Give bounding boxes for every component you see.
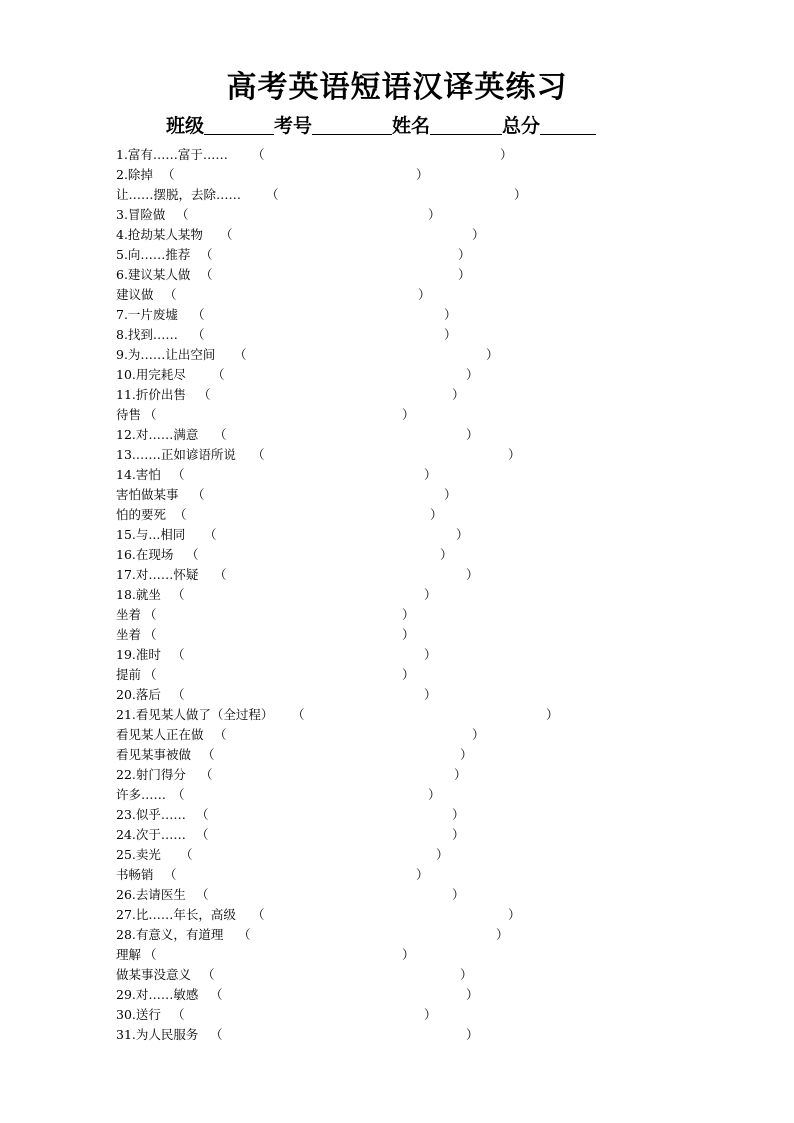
answer-close-paren: ） <box>452 887 465 902</box>
answer-close-paren: ） <box>444 487 457 502</box>
exercise-item <box>116 965 756 985</box>
answer-close-paren: ） <box>508 907 521 922</box>
exercise-item <box>116 285 756 305</box>
answer-open-paren: （ <box>176 207 189 222</box>
answer-close-paren: ） <box>452 807 465 822</box>
exercise-prompt: 2.除掉 <box>116 167 153 182</box>
answer-open-paren: （ <box>180 847 193 862</box>
exercise-item <box>116 685 756 705</box>
answer-open-paren: （ <box>172 687 185 702</box>
exercise-prompt: 22.射门得分 <box>116 767 186 782</box>
answer-close-paren: ） <box>402 407 415 422</box>
exam-number-label: 考号 <box>274 115 313 137</box>
exercise-item <box>116 985 756 1005</box>
answer-close-paren: ） <box>428 207 441 222</box>
answer-open-paren: （ <box>212 367 225 382</box>
exercise-prompt: 20.落后 <box>116 687 161 702</box>
exercise-item <box>116 945 756 965</box>
exercise-prompt: 23.似乎…… <box>116 807 186 822</box>
exercise-prompt: 许多…… <box>116 787 167 802</box>
exercise-item <box>116 545 756 565</box>
exercise-item <box>116 325 756 345</box>
class-label: 班级 <box>166 115 205 137</box>
name-blank <box>430 115 502 135</box>
exercise-prompt: 27.比……年长，高级 <box>116 907 236 922</box>
exercise-prompt: 17.对……怀疑 <box>116 567 199 582</box>
answer-close-paren: ） <box>508 447 521 462</box>
answer-close-paren: ） <box>454 767 467 782</box>
answer-close-paren: ） <box>402 607 415 622</box>
exercise-prompt: 看见某事被做 <box>116 747 192 762</box>
exercise-prompt: 3.冒险做 <box>116 207 166 222</box>
exercise-prompt: 29.对……敏感 <box>116 987 199 1002</box>
answer-open-paren: （ <box>164 287 177 302</box>
exercise-item <box>116 265 756 285</box>
answer-open-paren: （ <box>196 807 209 822</box>
exercise-item <box>116 445 756 465</box>
exercise-item <box>116 525 756 545</box>
answer-open-paren: （ <box>214 427 227 442</box>
answer-open-paren: （ <box>162 167 175 182</box>
answer-open-paren: （ <box>172 587 185 602</box>
answer-open-paren: （ <box>238 927 251 942</box>
exercise-item <box>116 565 756 585</box>
answer-close-paren: ） <box>460 967 473 982</box>
exercise-prompt: 6.建议某人做 <box>116 267 191 282</box>
answer-open-paren: （ <box>292 707 305 722</box>
exercise-prompt: 14.害怕 <box>116 467 161 482</box>
exercise-item <box>116 725 756 745</box>
answer-open-paren: （ <box>186 547 199 562</box>
exercise-prompt: 25.卖光 <box>116 847 161 862</box>
exercise-prompt: 7.一片废墟 <box>116 307 178 322</box>
answer-close-paren: ） <box>546 707 559 722</box>
exercise-item <box>116 165 756 185</box>
exercise-item <box>116 225 756 245</box>
exercise-prompt: 16.在现场 <box>116 547 174 562</box>
exercise-item <box>116 245 756 265</box>
answer-open-paren: （ <box>204 527 217 542</box>
answer-close-paren: ） <box>466 567 479 582</box>
answer-close-paren: ） <box>466 1027 479 1042</box>
exam-number-blank <box>312 115 392 135</box>
answer-close-paren: ） <box>458 267 471 282</box>
answer-close-paren: ） <box>430 507 443 522</box>
answer-close-paren: ） <box>444 327 457 342</box>
exercise-item <box>116 625 756 645</box>
name-label: 姓名 <box>392 115 431 137</box>
answer-open-paren: （ <box>172 467 185 482</box>
exercise-item <box>116 505 756 525</box>
answer-open-paren: （ <box>210 987 223 1002</box>
answer-close-paren: ） <box>452 827 465 842</box>
exercise-prompt: 19.准时 <box>116 647 161 662</box>
exercise-item <box>116 205 756 225</box>
exercise-prompt: 让……摆脱，去除…… <box>116 187 242 202</box>
exercise-prompt: 坐着 <box>116 627 142 642</box>
answer-open-paren: （ <box>252 907 265 922</box>
exercise-item <box>116 465 756 485</box>
exercise-item <box>116 425 756 445</box>
answer-open-paren: （ <box>214 727 227 742</box>
answer-close-paren: ） <box>424 647 437 662</box>
answer-open-paren: （ <box>144 947 157 962</box>
total-score-blank <box>540 115 596 135</box>
answer-open-paren: （ <box>192 307 205 322</box>
answer-open-paren: （ <box>174 507 187 522</box>
exercise-item <box>116 185 756 205</box>
answer-close-paren: ） <box>436 847 449 862</box>
exercise-prompt: 21.看见某人做了（全过程） <box>116 707 274 722</box>
answer-open-paren: （ <box>192 487 205 502</box>
answer-open-paren: （ <box>234 347 247 362</box>
exercise-item <box>116 705 756 725</box>
answer-close-paren: ） <box>452 387 465 402</box>
answer-open-paren: （ <box>252 447 265 462</box>
answer-open-paren: （ <box>196 887 209 902</box>
exercise-prompt: 5.向……推荐 <box>116 247 191 262</box>
exercise-item <box>116 405 756 425</box>
answer-open-paren: （ <box>210 1027 223 1042</box>
answer-open-paren: （ <box>214 567 227 582</box>
exercise-prompt: 13.……正如谚语所说 <box>116 447 236 462</box>
answer-open-paren: （ <box>144 607 157 622</box>
exercise-prompt: 做某事没意义 <box>116 967 192 982</box>
answer-open-paren: （ <box>200 267 213 282</box>
exercise-prompt: 9.为……让出空间 <box>116 347 216 362</box>
answer-open-paren: （ <box>144 627 157 642</box>
answer-close-paren: ） <box>424 687 437 702</box>
exercise-prompt: 26.去请医生 <box>116 887 186 902</box>
exercise-item <box>116 365 756 385</box>
answer-close-paren: ） <box>402 627 415 642</box>
answer-close-paren: ） <box>416 867 429 882</box>
exercise-item <box>116 925 756 945</box>
answer-open-paren: （ <box>172 787 185 802</box>
answer-close-paren: ） <box>466 987 479 1002</box>
answer-close-paren: ） <box>416 167 429 182</box>
exercise-prompt: 理解 <box>116 947 142 962</box>
answer-close-paren: ） <box>440 547 453 562</box>
answer-open-paren: （ <box>144 407 157 422</box>
answer-open-paren: （ <box>172 647 185 662</box>
exercise-item <box>116 305 756 325</box>
exercise-item <box>116 605 756 625</box>
answer-open-paren: （ <box>220 227 233 242</box>
exercise-prompt: 提前 <box>116 667 142 682</box>
exercise-item <box>116 825 756 845</box>
answer-close-paren: ） <box>514 187 527 202</box>
exercise-prompt: 11.折价出售 <box>116 387 186 402</box>
answer-open-paren: （ <box>198 387 211 402</box>
exercise-item <box>116 585 756 605</box>
answer-close-paren: ） <box>428 787 441 802</box>
answer-open-paren: （ <box>266 187 279 202</box>
answer-close-paren: ） <box>402 947 415 962</box>
answer-close-paren: ） <box>402 667 415 682</box>
exercise-item <box>116 785 756 805</box>
exercise-prompt: 31.为人民服务 <box>116 1027 199 1042</box>
exercise-prompt: 待售 <box>116 407 142 422</box>
page-title: 高考英语短语汉译英练习 <box>226 70 568 105</box>
exercise-item <box>116 1005 756 1025</box>
exercise-prompt: 30.送行 <box>116 1007 161 1022</box>
answer-open-paren: （ <box>192 327 205 342</box>
answer-close-paren: ） <box>458 247 471 262</box>
answer-open-paren: （ <box>196 827 209 842</box>
exercise-prompt: 18.就坐 <box>116 587 161 602</box>
exercise-item <box>116 385 756 405</box>
answer-close-paren: ） <box>496 927 509 942</box>
exercise-prompt: 害怕做某事 <box>116 487 179 502</box>
exercise-prompt: 坐着 <box>116 607 142 622</box>
exercise-item <box>116 765 756 785</box>
answer-close-paren: ） <box>418 287 431 302</box>
exercise-prompt: 15.与...相同 <box>116 527 186 542</box>
answer-close-paren: ） <box>444 307 457 322</box>
answer-open-paren: （ <box>202 967 215 982</box>
exercise-item <box>116 865 756 885</box>
answer-close-paren: ） <box>424 467 437 482</box>
answer-close-paren: ） <box>424 1007 437 1022</box>
exercise-item <box>116 745 756 765</box>
answer-open-paren: （ <box>202 747 215 762</box>
exercise-item <box>116 905 756 925</box>
student-info-line <box>166 111 596 138</box>
answer-open-paren: （ <box>252 147 265 162</box>
answer-close-paren: ） <box>460 747 473 762</box>
exercise-item <box>116 145 756 165</box>
exercise-prompt: 4.抢劫某人某物 <box>116 227 203 242</box>
answer-close-paren: ） <box>472 227 485 242</box>
exercise-item <box>116 645 756 665</box>
exercise-item <box>116 665 756 685</box>
exercise-prompt: 24.次于…… <box>116 827 186 842</box>
answer-close-paren: ） <box>456 527 469 542</box>
answer-open-paren: （ <box>200 767 213 782</box>
answer-open-paren: （ <box>200 247 213 262</box>
answer-close-paren: ） <box>466 427 479 442</box>
exercise-list <box>116 145 756 1045</box>
exercise-prompt: 怕的要死 <box>116 507 167 522</box>
exercise-prompt: 1.富有……富于…… <box>116 147 228 162</box>
answer-close-paren: ） <box>500 147 513 162</box>
class-blank <box>204 115 274 135</box>
exercise-item <box>116 885 756 905</box>
exercise-prompt: 建议做 <box>116 287 154 302</box>
answer-open-paren: （ <box>164 867 177 882</box>
exercise-prompt: 看见某人正在做 <box>116 727 204 742</box>
exercise-item <box>116 845 756 865</box>
answer-close-paren: ） <box>486 347 499 362</box>
exercise-prompt: 8.找到…… <box>116 327 178 342</box>
answer-open-paren: （ <box>144 667 157 682</box>
exercise-item <box>116 1025 756 1045</box>
exercise-prompt: 12.对……满意 <box>116 427 199 442</box>
answer-close-paren: ） <box>466 367 479 382</box>
exercise-prompt: 书畅销 <box>116 867 154 882</box>
exercise-item <box>116 805 756 825</box>
answer-close-paren: ） <box>424 587 437 602</box>
total-score-label: 总分 <box>502 115 541 137</box>
exercise-prompt: 10.用完耗尽 <box>116 367 186 382</box>
answer-open-paren: （ <box>172 1007 185 1022</box>
exercise-item <box>116 345 756 365</box>
exercise-prompt: 28.有意义，有道理 <box>116 927 224 942</box>
answer-close-paren: ） <box>472 727 485 742</box>
exercise-item <box>116 485 756 505</box>
